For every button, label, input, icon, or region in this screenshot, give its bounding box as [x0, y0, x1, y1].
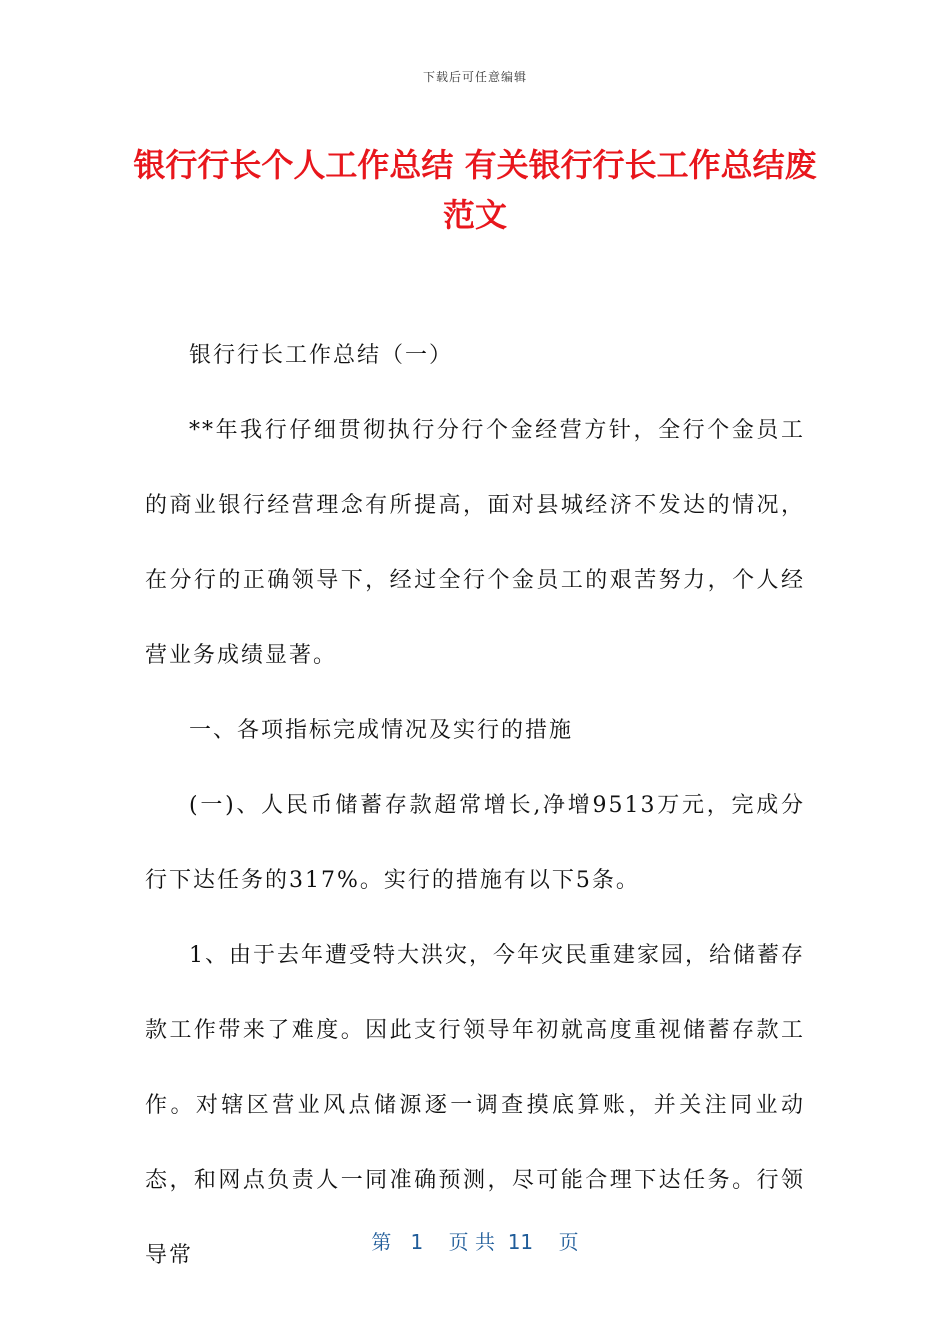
paragraph-intro: **年我行仔细贯彻执行分行个金经营方针，全行个金员工的商业银行经营理念有所提高，面对县城经济不发达的情况，在分行的正确领导下，经过全行个金员工的艰苦努力，个人经营业务成绩显著。	[145, 418, 805, 668]
document-title: 银行行长个人工作总结 有关银行行长工作总结废范文	[133, 146, 817, 234]
header-note: 下载后可任意编辑	[422, 70, 527, 84]
paragraph-measure-one: 1、由于去年遭受特大洪灾，今年灾民重建家园，给储蓄存款工作带来了难度。因此支行领导年初就高度重视储蓄存款工作。对辖区营业风点储源逐一调查摸底算账，并关注同业动态，和网点负责人一同准确预测，尽可能合理下达任务。行领导常	[145, 943, 805, 1268]
paragraph-section-heading: 银行行长工作总结（一）	[189, 343, 454, 368]
page-number-footer: 第 1 页 共 11 页	[371, 1230, 579, 1254]
paragraph-deposit-growth: (一)、人民币储蓄存款超常增长,净增9513万元，完成分行下达任务的317%。实行的措施有以下5条。	[145, 793, 805, 893]
document-body	[145, 318, 805, 1293]
paragraph-part-one-heading: 一、各项指标完成情况及实行的措施	[189, 718, 574, 743]
